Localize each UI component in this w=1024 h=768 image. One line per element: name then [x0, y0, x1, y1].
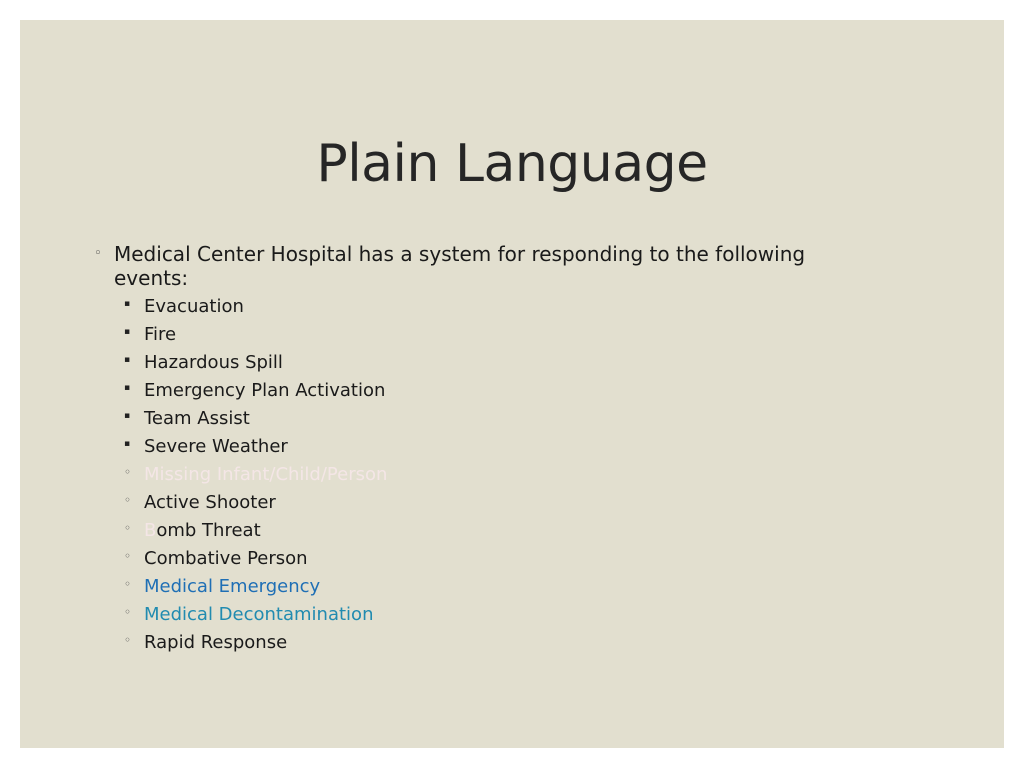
list-item-text-first-letter: B — [144, 520, 157, 541]
ring-bullet-icon: ◦ — [124, 633, 132, 647]
list-item-text: omb Threat — [156, 520, 261, 541]
list-item — [94, 517, 894, 545]
slide — [20, 20, 1004, 748]
square-bullet-icon: ▪ — [124, 411, 131, 421]
list-item — [94, 405, 894, 433]
list-item — [94, 433, 894, 461]
ring-bullet-icon: ◦ — [124, 605, 132, 619]
ring-bullet-icon: ◦ — [124, 521, 132, 535]
main-bullet — [94, 242, 894, 290]
list-item-text: Hazardous Spill — [144, 352, 283, 373]
list-item-text: Severe Weather — [144, 436, 288, 457]
list-item-text: Emergency Plan Activation — [144, 380, 386, 401]
list-item-text: Evacuation — [144, 296, 244, 317]
list-item — [94, 601, 894, 629]
square-bullet-icon: ▪ — [124, 383, 131, 393]
square-bullet-icon: ▪ — [124, 299, 131, 309]
ring-bullet-icon: ◦ — [94, 246, 102, 261]
slide-body — [94, 242, 894, 657]
square-bullet-icon: ▪ — [124, 439, 131, 449]
event-list — [94, 293, 894, 657]
list-item-text: Medical Emergency — [144, 576, 321, 597]
square-bullet-icon: ▪ — [124, 355, 131, 365]
list-item — [94, 489, 894, 517]
list-item-text: Combative Person — [144, 548, 308, 569]
list-item-text: Rapid Response — [144, 632, 288, 653]
list-item-text: Medical Decontamination — [144, 604, 374, 625]
ring-bullet-icon: ◦ — [124, 493, 132, 507]
slide-title: Plain Language — [316, 134, 708, 194]
list-item — [94, 545, 894, 573]
list-item-text: Active Shooter — [144, 492, 276, 513]
list-item — [94, 293, 894, 321]
list-item-text: Fire — [144, 324, 177, 345]
main-bullet-text-line1: Medical Center Hospital has a system for responding to the following — [114, 242, 806, 266]
ring-bullet-icon: ◦ — [124, 577, 132, 591]
list-item — [94, 629, 894, 657]
square-bullet-icon: ▪ — [124, 327, 131, 337]
ring-bullet-icon: ◦ — [124, 465, 132, 479]
list-item — [94, 461, 894, 489]
list-item — [94, 377, 894, 405]
list-item-text: Team Assist — [144, 408, 250, 429]
list-item — [94, 349, 894, 377]
list-item-text: Missing Infant/Child/Person — [144, 464, 388, 485]
main-bullet-text-line2: events: — [114, 266, 189, 290]
list-item — [94, 573, 894, 601]
list-item — [94, 321, 894, 349]
ring-bullet-icon: ◦ — [124, 549, 132, 563]
